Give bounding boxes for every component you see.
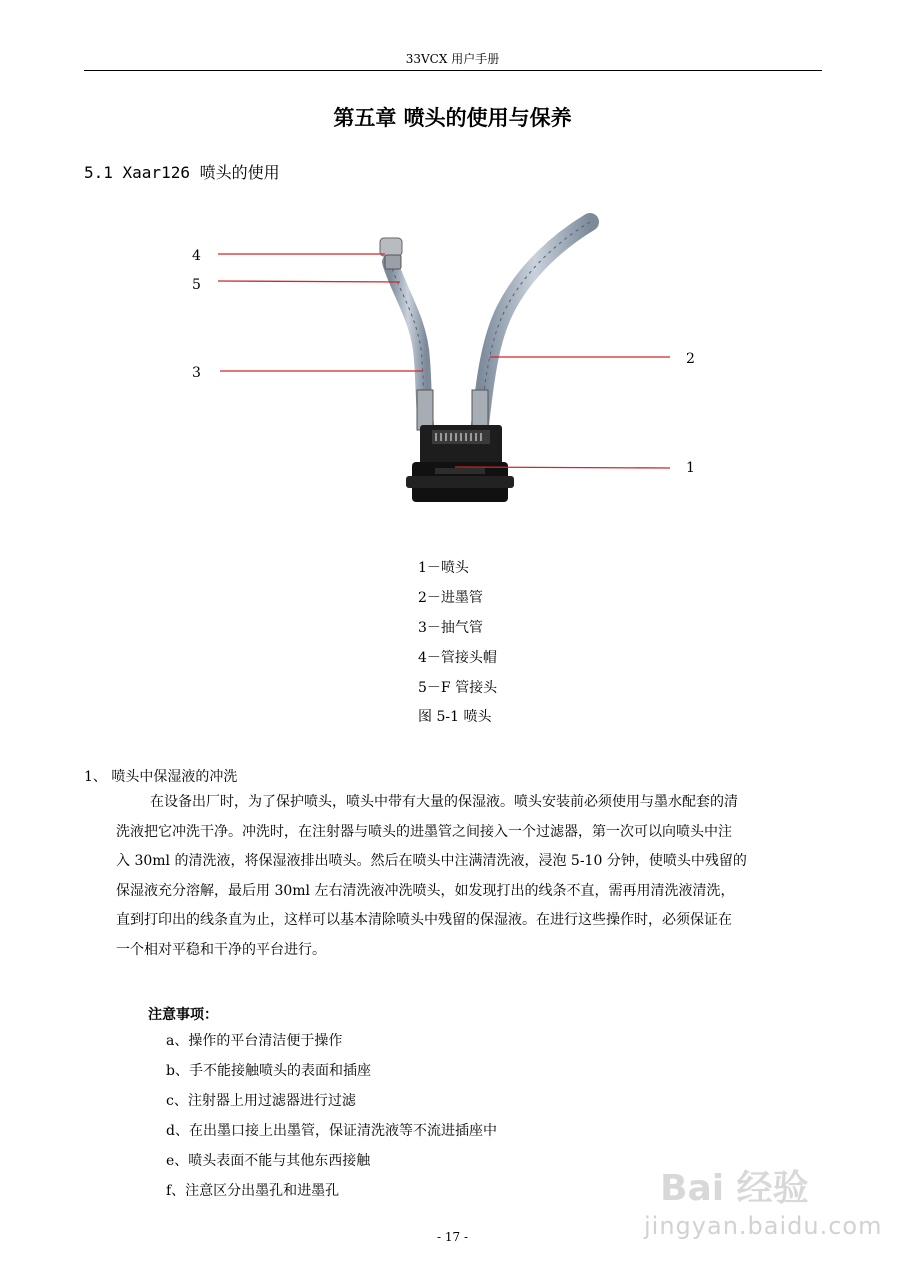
chapter-title: 第五章 喷头的使用与保养 <box>333 105 572 130</box>
legend-item-4: 4－管接头帽 <box>418 650 497 666</box>
paragraph-line: 保湿液充分溶解，最后用 30ml 左右清洗液冲洗喷头，如发现打出的线条不直，需再用清洗液清洗， <box>116 882 735 899</box>
callout-3: 3 <box>192 365 201 381</box>
f-connector <box>385 255 401 269</box>
paragraph-line: 在设备出厂时，为了保护喷头，喷头中带有大量的保湿液。喷头安装前必须使用与墨水配套的清 <box>150 794 738 810</box>
running-header: 33VCX 用户手册 <box>405 52 500 66</box>
paragraph-line: 洗液把它冲洗干净。冲洗时，在注射器与喷头的进墨管之间接入一个过滤器，第一次可以向喷头中注 <box>116 823 732 840</box>
note-item: c、注射器上用过滤器进行过滤 <box>166 1093 356 1109</box>
note-item: e、喷头表面不能与其他东西接触 <box>166 1153 371 1169</box>
paragraph-line: 直到打印出的线条直为止，这样可以基本清除喷头中残留的保湿液。在进行这些操作时，必须保证在 <box>116 912 732 928</box>
legend-item-2: 2－进墨管 <box>418 590 483 606</box>
printhead-figure <box>180 200 720 520</box>
paragraph-line: 一个相对平稳和干净的平台进行。 <box>116 941 326 958</box>
watermark-brand: Bai 经验 <box>660 1168 809 1209</box>
watermark-url: jingyan.baidu.com <box>644 1212 883 1240</box>
item-1-title: 1、 喷头中保湿液的冲洗 <box>84 769 238 785</box>
paragraph-line: 入 30ml 的清洗液，将保湿液排出喷头。然后在喷头中注满清洗液，浸泡 5-10 分钟，使喷头中残留的 <box>116 853 747 869</box>
ink-inlet-tube <box>480 222 590 425</box>
notes-title: 注意事项： <box>148 1007 218 1023</box>
section-title: 5.1 Xaar126 喷头的使用 <box>84 163 280 182</box>
page-number: - 17 - <box>436 1230 468 1244</box>
callout-1: 1 <box>686 460 695 476</box>
item-1-paragraph <box>116 788 826 965</box>
legend-item-3: 3－抽气管 <box>418 620 483 636</box>
callout-5: 5 <box>192 277 201 293</box>
legend-item-1: 1－喷头 <box>418 560 469 576</box>
note-item: f、注意区分出墨孔和进墨孔 <box>166 1183 340 1199</box>
connector-cap <box>380 238 402 256</box>
callout-2: 2 <box>686 351 695 367</box>
legend-item-5: 5－F 管接头 <box>418 680 498 696</box>
callout-4: 4 <box>192 248 201 264</box>
note-item: b、手不能接触喷头的表面和插座 <box>166 1063 371 1079</box>
header-rule <box>84 70 822 71</box>
note-item: a、操作的平台清洁便于操作 <box>166 1033 343 1049</box>
note-item: d、在出墨口接上出墨管，保证清洗液等不流进插座中 <box>166 1123 497 1139</box>
figure-caption: 图 5-1 喷头 <box>418 709 492 725</box>
